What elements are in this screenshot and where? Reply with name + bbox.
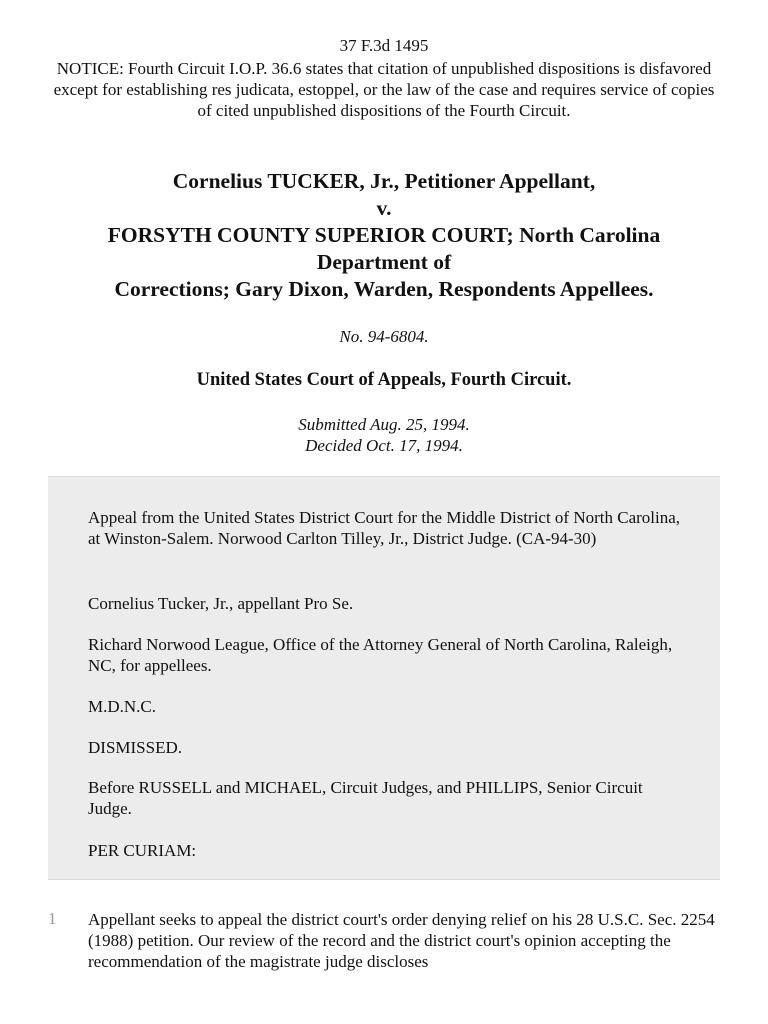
docket-number: No. 94-6804.	[339, 327, 429, 346]
district-abbreviation: M.D.N.C.	[88, 697, 157, 716]
case-summary-box	[48, 476, 720, 880]
per-curiam-text: PER CURIAM:	[88, 841, 197, 860]
case-caption	[40, 168, 728, 303]
case-dates	[0, 414, 768, 456]
disposition-text: DISMISSED.	[88, 738, 182, 757]
appeal-from-text: Appeal from the United States District Court for the Middle District of North Carolina, at Winston-Salem. Norwood Carlton Tilley, Jr., District Judge. (CA-94-30)	[88, 508, 681, 548]
case-citation: 37 F.3d 1495	[339, 36, 429, 55]
paragraph-number: 1	[48, 909, 57, 928]
caption-appellee-line-2: Department of	[316, 250, 452, 274]
court-name: United States Court of Appeals, Fourth Circuit.	[196, 370, 572, 390]
appellee-counsel-text: Richard Norwood League, Office of the Attorney General of North Carolina, Raleigh, NC, for appellees.	[88, 635, 673, 675]
paragraph-text: Appellant seeks to appeal the district court's order denying relief on his 28 U.S.C. Sec. 2254 (1988) petition. Our review of the record and the district court's opinion accepting the recommendation of the magistrate judge discloses	[88, 910, 715, 971]
panel-text: Before RUSSELL and MICHAEL, Circuit Judges, and PHILLIPS, Senior Circuit Judge.	[88, 778, 643, 818]
caption-appellee-line-3: Corrections; Gary Dixon, Warden, Respondents Appellees.	[114, 277, 654, 301]
appellant-counsel-text: Cornelius Tucker, Jr., appellant Pro Se.	[88, 594, 354, 613]
caption-appellee-line-1: FORSYTH COUNTY SUPERIOR COURT; North Carolina	[107, 223, 661, 247]
caption-versus: v.	[376, 196, 392, 220]
caption-appellant: Cornelius TUCKER, Jr., Petitioner Appellant,	[172, 169, 596, 193]
submitted-date: Submitted Aug. 25, 1994.	[298, 415, 470, 434]
decided-date: Decided Oct. 17, 1994.	[305, 436, 463, 455]
unpublished-notice: NOTICE: Fourth Circuit I.O.P. 36.6 states that citation of unpublished dispositions is disfavored except for establishing res judicata, estoppel, or the law of the case and requires service of copies of cited unpublished dispositions of the Fourth Circuit.	[53, 59, 715, 120]
